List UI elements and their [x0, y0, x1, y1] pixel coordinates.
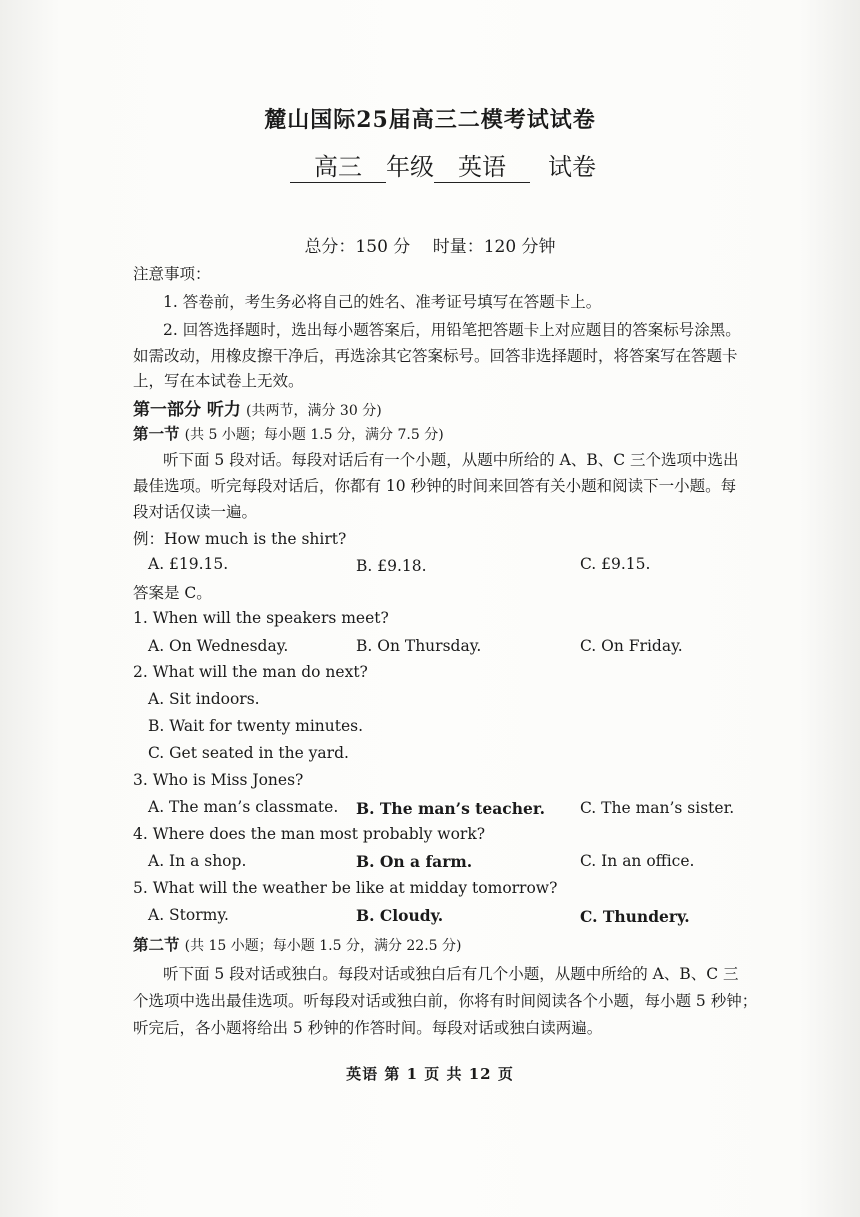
q1-option-b: B. On Thursday.	[356, 637, 482, 655]
section2-title: 第二节	[133, 935, 180, 954]
notice-item-2-end: 上，写在本试卷上无效。	[133, 372, 304, 390]
q1-option-c: C. On Friday.	[580, 637, 683, 655]
exam-subtitle	[290, 147, 596, 183]
section2-intro-1: 听下面 5 段对话或独白。每段对话或独白后有几个小题，从题中所给的 A、B、C 三	[163, 965, 739, 983]
section1-intro-2: 最佳选项。听完每段对话后，你都有 10 秒钟的时间来回答有关小题和阅读下一小题。每	[133, 477, 737, 495]
question-4: 4. Where does the man most probably work?	[133, 825, 486, 843]
part1-title: 第一部分 听力	[133, 400, 241, 420]
part1-note: (共两节，满分 30 分)	[246, 403, 382, 419]
q1-option-a: A. On Wednesday.	[148, 637, 289, 655]
example-option-a: A. £19.15.	[148, 555, 229, 573]
example-option-b: B. £9.18.	[356, 557, 427, 575]
notice-heading: 注意事项：	[133, 265, 211, 283]
notice-item-2: 2. 回答选择题时，选出每小题答案后，用铅笔把答题卡上对应题目的答案标号涂黑。	[163, 321, 741, 339]
q2-option-b: B. Wait for twenty minutes.	[148, 717, 364, 735]
example-question: 例：How much is the shirt?	[133, 530, 347, 548]
q2-option-c: C. Get seated in the yard.	[148, 744, 349, 762]
paper-label: 试卷	[548, 153, 596, 181]
question-1: 1. When will the speakers meet?	[133, 609, 389, 627]
question-2: 2. What will the man do next?	[133, 663, 368, 681]
part1-heading	[133, 395, 382, 420]
q3-option-a: A. The man’s classmate.	[148, 798, 339, 816]
q5-option-a: A. Stormy.	[148, 906, 229, 924]
section2-intro-2: 个选项中选出最佳选项。听每段对话或独白前，你将有时间阅读各个小题，每小题 5 秒钟；	[133, 992, 758, 1010]
q4-option-c: C. In an office.	[580, 852, 695, 870]
question-5: 5. What will the weather be like at midday tomorrow?	[133, 879, 558, 897]
section1-note: (共 5 小题；每小题 1.5 分，满分 7.5 分)	[184, 427, 444, 443]
q2-option-a: A. Sit indoors.	[148, 690, 260, 708]
section2-intro-3: 听完后，各小题将给出 5 秒钟的作答时间。每段对话或独白读两遍。	[133, 1019, 603, 1037]
notice-item-2-cont: 如需改动，用橡皮擦干净后，再选涂其它答案标号。回答非选择题时，将答案写在答题卡	[133, 347, 738, 365]
section1-intro-1: 听下面 5 段对话。每段对话后有一个小题，从题中所给的 A、B、C 三个选项中选出	[163, 451, 739, 469]
section1-title: 第一节	[133, 424, 180, 443]
q5-option-c: C. Thundery.	[580, 907, 690, 926]
question-3: 3. Who is Miss Jones?	[133, 771, 304, 789]
grade-value: 高三	[290, 147, 386, 183]
score-time-line: 总分：150 分 时量：120 分钟	[304, 237, 556, 257]
example-answer: 答案是 C。	[133, 584, 212, 602]
q4-option-a: A. In a shop.	[148, 852, 247, 870]
notice-item-1: 1. 答卷前，考生务必将自己的姓名、准考证号填写在答题卡上。	[163, 293, 602, 311]
q4-option-b: B. On a farm.	[356, 852, 473, 871]
example-option-c: C. £9.15.	[580, 555, 651, 573]
exam-title: 麓山国际25届高三二模考试试卷	[264, 107, 596, 133]
q3-option-c: C. The man’s sister.	[580, 799, 735, 817]
grade-label: 年级	[386, 153, 434, 181]
q5-option-b: B. Cloudy.	[356, 906, 444, 925]
q3-option-b: B. The man’s teacher.	[356, 799, 545, 818]
section2-heading	[133, 933, 462, 955]
section1-intro-3: 段对话仅读一遍。	[133, 503, 258, 521]
section2-note: (共 15 小题；每小题 1.5 分，满分 22.5 分)	[184, 938, 462, 954]
subject-value: 英语	[434, 147, 530, 183]
page-footer: 英语 第 1 页 共 12 页	[346, 1065, 514, 1083]
section1-heading	[133, 422, 444, 444]
